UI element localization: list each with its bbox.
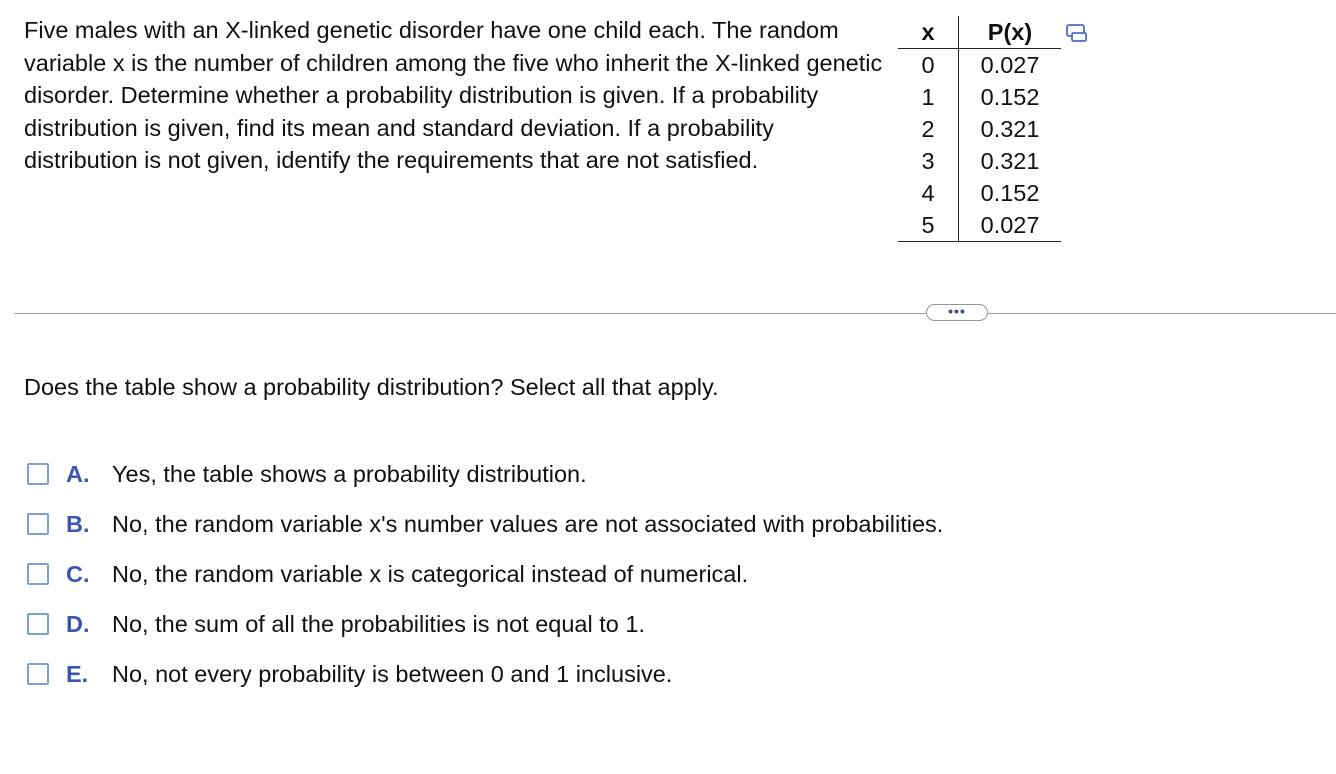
header-px: P(x) <box>959 16 1062 49</box>
more-dots: ••• <box>948 302 966 319</box>
cell-px: 0.027 <box>959 209 1062 242</box>
table-row <box>898 209 1061 242</box>
option-text: No, the random variable x's number values are not associated with probabilities. <box>112 510 944 537</box>
table-row <box>898 145 1061 177</box>
option-text: Yes, the table shows a probability distribution. <box>112 460 587 487</box>
cell-px: 0.321 <box>980 148 1040 174</box>
cell-px: 0.321 <box>980 116 1040 142</box>
option-letter: B. <box>66 510 90 537</box>
option-text: No, not every probability is between 0 and 1 inclusive. <box>112 660 673 687</box>
option-letter: E. <box>66 660 89 687</box>
checkbox-b[interactable] <box>27 513 49 535</box>
option-c[interactable] <box>27 549 943 599</box>
cell-x: 1 <box>898 81 959 113</box>
question-prompt: Does the table show a probability distribution? Select all that apply. <box>24 374 719 400</box>
header-x: x <box>898 16 959 49</box>
cell-px: 0.152 <box>980 84 1040 110</box>
checkbox-c[interactable] <box>27 563 49 585</box>
option-letter: A. <box>66 460 90 487</box>
cell-x: 5 <box>898 209 959 242</box>
option-text: No, the sum of all the probabilities is not equal to 1. <box>112 610 645 637</box>
option-text: No, the random variable x is categorical instead of numerical. <box>112 560 749 587</box>
cell-px: 0.027 <box>980 52 1040 78</box>
answer-options <box>27 449 943 699</box>
checkbox-a[interactable] <box>27 463 49 485</box>
probability-table <box>898 16 1061 242</box>
table-row <box>898 81 1061 113</box>
cell-x: 3 <box>898 145 959 177</box>
option-a[interactable] <box>27 449 943 499</box>
problem-statement: Five males with an X-linked genetic disorder have one child each. The random variable x is the number of children among the five who inherit the X-linked genetic disorder. Determine whether a probability distribution is given. If a probability distribution is given, find its mean and standard deviation. If a probability distribution is not given, identify the requirements that are not satisfied. <box>24 17 883 173</box>
option-e[interactable] <box>27 649 943 699</box>
option-letter: C. <box>66 560 90 587</box>
cell-x: 4 <box>898 177 959 209</box>
table-row <box>898 177 1061 209</box>
table-row <box>898 113 1061 145</box>
expand-more-button[interactable] <box>926 304 988 321</box>
section-divider <box>14 313 1336 314</box>
copy-icon[interactable] <box>1066 24 1088 44</box>
cell-px: 0.152 <box>980 180 1040 206</box>
option-d[interactable] <box>27 599 943 649</box>
cell-x: 2 <box>898 113 959 145</box>
table-header-row <box>898 16 1061 49</box>
checkbox-d[interactable] <box>27 613 49 635</box>
option-letter: D. <box>66 610 90 637</box>
cell-x: 0 <box>898 49 959 82</box>
option-b[interactable] <box>27 499 943 549</box>
table-row <box>898 49 1061 82</box>
checkbox-e[interactable] <box>27 663 49 685</box>
